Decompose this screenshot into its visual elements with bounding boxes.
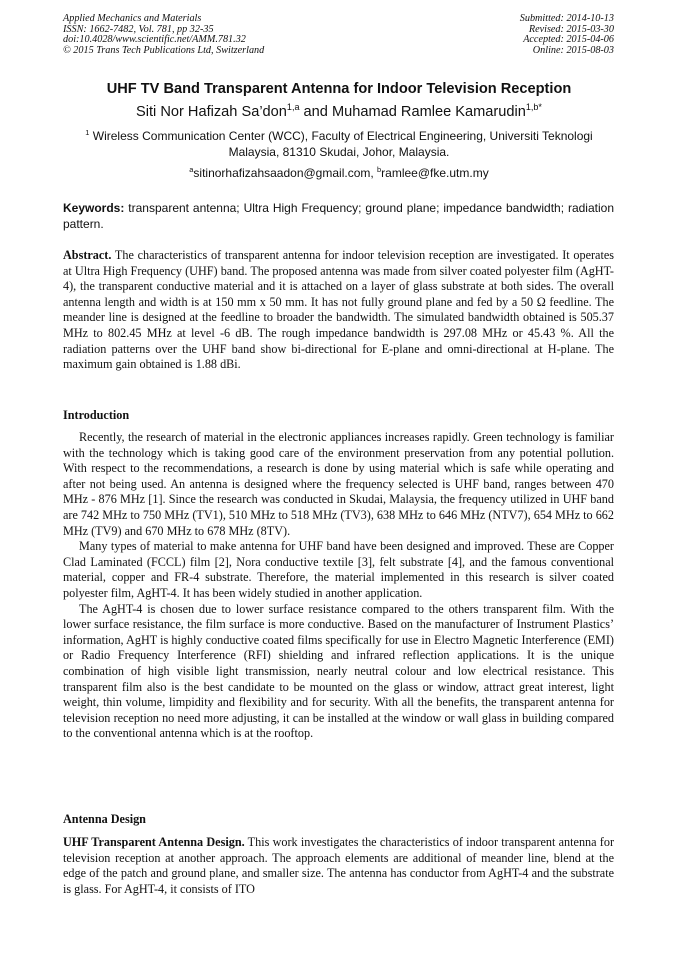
introduction-heading: Introduction xyxy=(63,408,130,422)
abstract-text: The characteristics of transparent antenna for indoor television reception are investigated. It operates at Ultra High Frequency (UHF) band. The proposed antenna was made from silver coated polyester film (AgHT-4), the transparent conductive material and it is attached on a layer of glass substrate at both sides. The overall antenna length and width is at 150 mm x 50 mm. It has not fully ground plane and fed by a 50 Ω feedline. The meander line is designed at the feedline to broader the bandwidth. The simulated bandwidth obtained is 505.37 MHz to 802.45 MHz at level -6 dB. The rough impedance bandwidth is 297.08 MHz or 45.43 %. All the radiation patterns over the UHF band show bi-directional for E-plane and omni-directional at H-plane. The maximum gain obtained is 1.88 dBi. xyxy=(63,248,614,372)
submitted-date: Submitted: 2014-10-13 xyxy=(519,13,614,24)
author-list xyxy=(40,104,638,121)
affiliation-marker: 1 xyxy=(85,128,90,137)
affiliation-text: Wireless Communication Center (WCC), Faculty of Electrical Engineering, Universiti Teknologi Malaysia, 81310 Skudai, Johor, Malaysia. xyxy=(92,129,593,159)
email-b-marker: b xyxy=(377,165,382,174)
design-text: This work investigates the characteristics of indoor transparent antenna for television reception at another approach. The approach elements are additional of meander line, blend at the edge of the patch and ground plane, and smaller size. The antenna has conductor from AgHT-4 and the substrate is glass. For AgHT-4, it consists of ITO xyxy=(63,835,615,896)
email-a-marker: a xyxy=(189,165,194,174)
journal-header-left xyxy=(63,14,264,56)
email-b: ramlee@fke.utm.my xyxy=(381,166,489,180)
author-connector: and xyxy=(299,104,332,120)
antenna-design-heading: Antenna Design xyxy=(63,812,146,826)
keywords-text: transparent antenna; Ultra High Frequency; ground plane; impedance bandwidth; radiation pattern. xyxy=(63,201,614,231)
author-1: Siti Nor Hafizah Sa’don xyxy=(136,104,287,120)
antenna-design-body xyxy=(63,835,614,897)
design-subheading: UHF Transparent Antenna Design. xyxy=(63,835,245,849)
email-a: sitinorhafizahsaadon@gmail.com, xyxy=(193,166,378,180)
doi-line: doi:10.4028/www.scientific.net/AMM.781.32 xyxy=(63,34,246,46)
copyright-line: © 2015 Trans Tech Publications Ltd, Switzerland xyxy=(63,44,265,56)
accepted-date: Accepted: 2015-04-06 xyxy=(523,34,614,46)
intro-paragraph-2: Many types of material to make antenna for UHF band have been designed and improved. These are Copper Clad Laminated (FCCL) film [2], Nora conductive textile [3], felt substrate [4], and the famous conventional material, copper and FR-4 substrate. Therefore, the material implemented in this research is silver coated polyester film, AgHT-4. It has been widely studied in another application. xyxy=(63,539,614,600)
abstract-block xyxy=(63,248,614,373)
keywords-block xyxy=(63,200,614,232)
revised-date: Revised: 2015-03-30 xyxy=(528,23,614,35)
affiliation xyxy=(62,128,616,160)
author-1-affil-mark: 1,a xyxy=(286,102,300,113)
paper-title: UHF TV Band Transparent Antenna for Indoor Television Reception xyxy=(106,81,572,97)
author-emails xyxy=(40,166,638,181)
journal-header-right xyxy=(520,14,614,56)
journal-name: Applied Mechanics and Materials xyxy=(63,13,202,24)
issn-line: ISSN: 1662-7482, Vol. 781, pp 32-35 xyxy=(63,23,214,35)
intro-paragraph-1: Recently, the research of material in the electronic appliances increases rapidly. Green technology is familiar with the technology which is taking good care of the environment preservation from any potential pollution. With respect to the recommendations, a research is done by using material which is safe while operating and after not being used. An antenna is designed where the frequency selected is UHF band, ranges between 470 MHz - 876 MHz [1]. Since the research was conducted in Skudai, Malaysia, the frequency utilized in UHF band are 742 MHz to 750 MHz (TV1), 510 MHz to 518 MHz (TV3), 638 MHz to 646 MHz (NTV7), 654 MHz to 662 MHz (TV9) and 670 MHz to 678 MHz (8TV). xyxy=(63,430,614,538)
author-2-affil-mark: 1,b* xyxy=(525,102,542,113)
abstract-label: Abstract. xyxy=(63,248,112,262)
introduction-body xyxy=(63,430,614,742)
author-2: Muhamad Ramlee Kamarudin xyxy=(331,104,526,120)
online-date: Online: 2015-08-03 xyxy=(532,44,614,56)
keywords-label: Keywords: xyxy=(63,201,125,215)
intro-paragraph-3: The AgHT-4 is chosen due to lower surface resistance compared to the others transparent film. With the lower surface resistance, the film surface is more conductive. Based on the manufacturer of Instrument Plastics’ information, AgHT is highly conductive coated films specifically for use in Electro Magnetic Interference (EMI) or Radio Frequency Interference (RFI) shielding and infrared reflection applications. It is the unique combination of high visible light transmission, nearly neutral colour and low electrical resistance. This transparent film also is the best candidate to be mounted on the glass or window, attract great interest, light weight, thin volume, limpidity and flexibility and for security. With all the benefits, the transparent antenna for television reception no need more adjusting, it can be installed at the window or wall glass in building compared to the conventional antenna which is at the rooftop. xyxy=(63,601,614,741)
